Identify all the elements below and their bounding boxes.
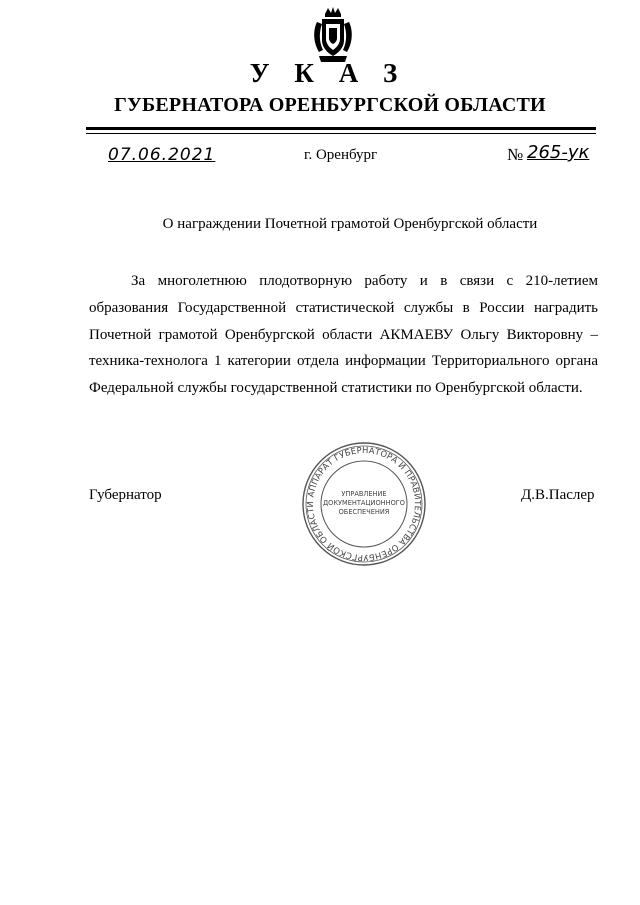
seal-outer-text: АППАРАТ ГУБЕРНАТОРА И ПРАВИТЕЛЬСТВА ОРЕНБУРГСКОЙ ОБЛАСТИ	[304, 444, 424, 564]
signer-name: Д.В.Паслер	[521, 487, 595, 503]
issuer-title: ГУБЕРНАТОРА ОРЕНБУРГСКОЙ ОБЛАСТИ	[114, 94, 546, 116]
seal-inner-line-3: ОБЕСПЕЧЕНИЯ	[338, 508, 390, 516]
signer-position: Губернатор	[89, 487, 162, 503]
decree-date: 07.06.2021	[108, 145, 216, 165]
decree-subject: О награждении Почетной грамотой Оренбургской области	[162, 216, 538, 232]
decree-body: За многолетнюю плодотворную работу и в связи с 210-летием образования Государственной статистической службы в России наградить Почетной грамотой Оренбургской области АКМАЕВУ Ольгу Викторовну – техника-технолога 1 категории отдела информации Территориального органа Федеральной службы государственной статистики по Оренбургской области.	[89, 273, 598, 397]
decree-title: У К А З	[249, 58, 407, 88]
decree-number: 265-ук	[527, 142, 590, 163]
header-rule-thin	[86, 133, 596, 134]
decree-number-label: №	[507, 145, 524, 164]
seal-inner-line-2: ДОКУМЕНТАЦИОННОГО	[323, 499, 405, 507]
coat-of-arms-icon	[311, 6, 355, 64]
seal-inner-line-1: УПРАВЛЕНИЕ	[341, 490, 387, 498]
header-rule-thick	[86, 127, 596, 130]
official-seal-stamp	[300, 440, 428, 568]
decree-city: г. Оренбург	[304, 147, 378, 163]
